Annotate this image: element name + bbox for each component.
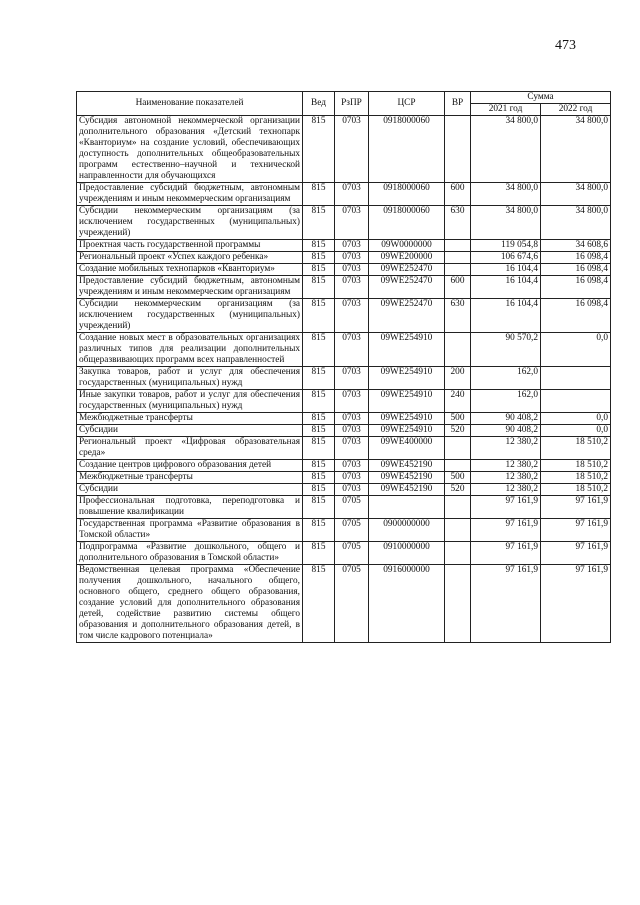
cell-csr: 09WE254910 — [369, 425, 445, 437]
cell-rzpr: 0705 — [335, 542, 369, 565]
table-row — [77, 425, 611, 437]
cell-rzpr: 0703 — [335, 390, 369, 413]
cell-csr: 09WE452190 — [369, 460, 445, 472]
cell-sum-2022: 97 161,9 — [541, 565, 611, 643]
cell-csr: 0910000000 — [369, 542, 445, 565]
cell-name: Предоставление субсидий бюджетным, автономным учреждениям и иным некоммерческим организациям — [77, 276, 303, 299]
cell-vr: 520 — [445, 484, 471, 496]
cell-csr: 09WE254910 — [369, 390, 445, 413]
cell-name: Создание центров цифрового образования детей — [77, 460, 303, 472]
cell-sum-2021: 12 380,2 — [471, 437, 541, 460]
cell-vr — [445, 264, 471, 276]
cell-vr — [445, 333, 471, 367]
table-row — [77, 472, 611, 484]
cell-vr: 500 — [445, 472, 471, 484]
cell-sum-2021: 90 408,2 — [471, 425, 541, 437]
cell-ved: 815 — [303, 425, 335, 437]
cell-sum-2022: 16 098,4 — [541, 252, 611, 264]
table-row — [77, 496, 611, 519]
cell-sum-2021: 16 104,4 — [471, 299, 541, 333]
cell-rzpr: 0703 — [335, 206, 369, 240]
cell-vr: 520 — [445, 425, 471, 437]
table-header — [77, 92, 611, 116]
header-vr: ВР — [445, 92, 471, 116]
cell-rzpr: 0703 — [335, 425, 369, 437]
cell-ved: 815 — [303, 299, 335, 333]
table-row — [77, 519, 611, 542]
cell-rzpr: 0705 — [335, 565, 369, 643]
cell-rzpr: 0703 — [335, 484, 369, 496]
cell-sum-2021: 97 161,9 — [471, 565, 541, 643]
cell-ved: 815 — [303, 484, 335, 496]
cell-csr: 09WE452190 — [369, 472, 445, 484]
cell-ved: 815 — [303, 472, 335, 484]
table-row — [77, 264, 611, 276]
header-csr: ЦСР — [369, 92, 445, 116]
cell-name: Субсидия автономной некоммерческой организации дополнительного образования «Детский технопарк «Кванториум» на создание условий, обеспечивающих доступность дополнительных общеобразовательных программ естественно–научной и технической направленности для обучающихся — [77, 116, 303, 183]
cell-csr: 0918000060 — [369, 183, 445, 206]
cell-csr: 09WE200000 — [369, 252, 445, 264]
cell-rzpr: 0703 — [335, 333, 369, 367]
cell-vr — [445, 437, 471, 460]
cell-sum-2022: 97 161,9 — [541, 519, 611, 542]
cell-sum-2022: 18 510,2 — [541, 437, 611, 460]
cell-sum-2021: 34 800,0 — [471, 116, 541, 183]
cell-sum-2021: 12 380,2 — [471, 472, 541, 484]
cell-sum-2021: 119 054,8 — [471, 240, 541, 252]
cell-name: Предоставление субсидий бюджетным, автономным учреждениям и иным некоммерческим организациям — [77, 183, 303, 206]
cell-sum-2022: 34 800,0 — [541, 183, 611, 206]
cell-rzpr: 0703 — [335, 276, 369, 299]
cell-ved: 815 — [303, 542, 335, 565]
cell-vr — [445, 565, 471, 643]
cell-sum-2022 — [541, 367, 611, 390]
cell-vr — [445, 542, 471, 565]
cell-ved: 815 — [303, 390, 335, 413]
cell-rzpr: 0703 — [335, 437, 369, 460]
cell-sum-2022: 16 098,4 — [541, 299, 611, 333]
cell-sum-2021: 12 380,2 — [471, 460, 541, 472]
cell-sum-2021: 90 570,2 — [471, 333, 541, 367]
cell-sum-2022: 0,0 — [541, 413, 611, 425]
cell-csr: 09WE452190 — [369, 484, 445, 496]
cell-csr: 09WE252470 — [369, 276, 445, 299]
cell-csr: 0916000000 — [369, 565, 445, 643]
cell-vr: 600 — [445, 183, 471, 206]
cell-name: Субсидии некоммерческим организациям (за исключением государственных (муниципальных) учреждений) — [77, 206, 303, 240]
table-row — [77, 367, 611, 390]
table-row — [77, 390, 611, 413]
cell-csr: 0900000000 — [369, 519, 445, 542]
table-row — [77, 413, 611, 425]
cell-ved: 815 — [303, 413, 335, 425]
cell-csr: 09WE254910 — [369, 333, 445, 367]
table-row — [77, 183, 611, 206]
cell-rzpr: 0703 — [335, 367, 369, 390]
cell-ved: 815 — [303, 240, 335, 252]
cell-ved: 815 — [303, 367, 335, 390]
cell-sum-2022 — [541, 390, 611, 413]
cell-sum-2021: 97 161,9 — [471, 542, 541, 565]
cell-name: Подпрограмма «Развитие дошкольного, общего и дополнительного образования в Томской области» — [77, 542, 303, 565]
table-row — [77, 565, 611, 643]
cell-name: Создание мобильных технопарков «Кванториум» — [77, 264, 303, 276]
cell-csr: 0918000060 — [369, 206, 445, 240]
cell-csr — [369, 496, 445, 519]
cell-name: Иные закупки товаров, работ и услуг для обеспечения государственных (муниципальных) нужд — [77, 390, 303, 413]
cell-sum-2022: 0,0 — [541, 333, 611, 367]
cell-sum-2021: 162,0 — [471, 390, 541, 413]
table-row — [77, 460, 611, 472]
cell-sum-2021: 34 800,0 — [471, 183, 541, 206]
cell-name: Межбюджетные трансферты — [77, 413, 303, 425]
cell-ved: 815 — [303, 264, 335, 276]
cell-rzpr: 0705 — [335, 519, 369, 542]
cell-sum-2022: 97 161,9 — [541, 496, 611, 519]
header-name: Наименование показателей — [77, 92, 303, 116]
cell-sum-2022: 97 161,9 — [541, 542, 611, 565]
cell-sum-2022: 34 800,0 — [541, 116, 611, 183]
cell-name: Субсидии некоммерческим организациям (за исключением государственных (муниципальных) учреждений) — [77, 299, 303, 333]
table-body — [77, 116, 611, 643]
table-row — [77, 206, 611, 240]
cell-vr: 500 — [445, 413, 471, 425]
cell-ved: 815 — [303, 252, 335, 264]
cell-sum-2022: 18 510,2 — [541, 460, 611, 472]
cell-ved: 815 — [303, 437, 335, 460]
cell-vr — [445, 116, 471, 183]
cell-sum-2022: 34 800,0 — [541, 206, 611, 240]
cell-ved: 815 — [303, 519, 335, 542]
cell-vr — [445, 496, 471, 519]
table-row — [77, 252, 611, 264]
cell-ved: 815 — [303, 116, 335, 183]
cell-sum-2022: 0,0 — [541, 425, 611, 437]
cell-rzpr: 0703 — [335, 264, 369, 276]
cell-vr — [445, 240, 471, 252]
cell-vr — [445, 460, 471, 472]
cell-csr: 0918000060 — [369, 116, 445, 183]
cell-sum-2021: 97 161,9 — [471, 496, 541, 519]
cell-rzpr: 0703 — [335, 413, 369, 425]
cell-rzpr: 0703 — [335, 240, 369, 252]
cell-sum-2021: 16 104,4 — [471, 264, 541, 276]
cell-ved: 815 — [303, 333, 335, 367]
cell-ved: 815 — [303, 496, 335, 519]
cell-rzpr: 0703 — [335, 472, 369, 484]
cell-rzpr: 0703 — [335, 252, 369, 264]
cell-sum-2021: 97 161,9 — [471, 519, 541, 542]
cell-vr: 240 — [445, 390, 471, 413]
cell-ved: 815 — [303, 206, 335, 240]
header-ved: Вед — [303, 92, 335, 116]
cell-name: Региональный проект «Цифровая образовательная среда» — [77, 437, 303, 460]
cell-name: Проектная часть государственной программы — [77, 240, 303, 252]
cell-rzpr: 0705 — [335, 496, 369, 519]
cell-sum-2021: 12 380,2 — [471, 484, 541, 496]
table-row — [77, 299, 611, 333]
cell-sum-2022: 18 510,2 — [541, 484, 611, 496]
table-row — [77, 240, 611, 252]
cell-sum-2021: 162,0 — [471, 367, 541, 390]
cell-sum-2022: 16 098,4 — [541, 264, 611, 276]
table-row — [77, 484, 611, 496]
cell-csr: 09WE254910 — [369, 413, 445, 425]
cell-ved: 815 — [303, 276, 335, 299]
cell-sum-2021: 34 800,0 — [471, 206, 541, 240]
cell-rzpr: 0703 — [335, 116, 369, 183]
cell-vr — [445, 252, 471, 264]
cell-sum-2021: 90 408,2 — [471, 413, 541, 425]
cell-sum-2022: 16 098,4 — [541, 276, 611, 299]
table-row — [77, 276, 611, 299]
cell-sum-2022: 18 510,2 — [541, 472, 611, 484]
cell-name: Межбюджетные трансферты — [77, 472, 303, 484]
cell-sum-2022: 34 608,6 — [541, 240, 611, 252]
cell-csr: 09WE252470 — [369, 299, 445, 333]
cell-vr: 630 — [445, 206, 471, 240]
header-year-2021: 2021 год — [471, 104, 541, 116]
cell-name: Профессиональная подготовка, переподготовка и повышение квалификации — [77, 496, 303, 519]
cell-name: Субсидии — [77, 484, 303, 496]
cell-rzpr: 0703 — [335, 460, 369, 472]
cell-csr: 09WE254910 — [369, 367, 445, 390]
cell-name: Закупка товаров, работ и услуг для обеспечения государственных (муниципальных) нужд — [77, 367, 303, 390]
cell-sum-2021: 16 104,4 — [471, 276, 541, 299]
table-row — [77, 542, 611, 565]
cell-vr: 630 — [445, 299, 471, 333]
cell-vr: 600 — [445, 276, 471, 299]
cell-name: Субсидии — [77, 425, 303, 437]
cell-rzpr: 0703 — [335, 299, 369, 333]
cell-rzpr: 0703 — [335, 183, 369, 206]
budget-table — [76, 91, 611, 643]
cell-csr: 09WE400000 — [369, 437, 445, 460]
cell-csr: 09WE252470 — [369, 264, 445, 276]
cell-ved: 815 — [303, 460, 335, 472]
cell-name: Ведомственная целевая программа «Обеспечение получения дошкольного, начального общего, основного общего, среднего общего образования, создание условий для дополнительного образования детей, содействие развитию системы общего образования и дополнительного образования детей, в том числе кадрового потенциала» — [77, 565, 303, 643]
header-rzpr: РзПР — [335, 92, 369, 116]
header-year-2022: 2022 год — [541, 104, 611, 116]
cell-name: Государственная программа «Развитие образования в Томской области» — [77, 519, 303, 542]
cell-vr — [445, 519, 471, 542]
cell-name: Создание новых мест в образовательных организациях различных типов для реализации дополнительных общеразвивающих программ всех направленностей — [77, 333, 303, 367]
cell-name: Региональный проект «Успех каждого ребенка» — [77, 252, 303, 264]
table-row — [77, 116, 611, 183]
page-number: 473 — [555, 38, 576, 53]
cell-sum-2021: 106 674,6 — [471, 252, 541, 264]
table-row — [77, 437, 611, 460]
cell-ved: 815 — [303, 565, 335, 643]
table-row — [77, 333, 611, 367]
cell-ved: 815 — [303, 183, 335, 206]
cell-vr: 200 — [445, 367, 471, 390]
cell-csr: 09W0000000 — [369, 240, 445, 252]
header-sum: Сумма — [471, 92, 611, 104]
